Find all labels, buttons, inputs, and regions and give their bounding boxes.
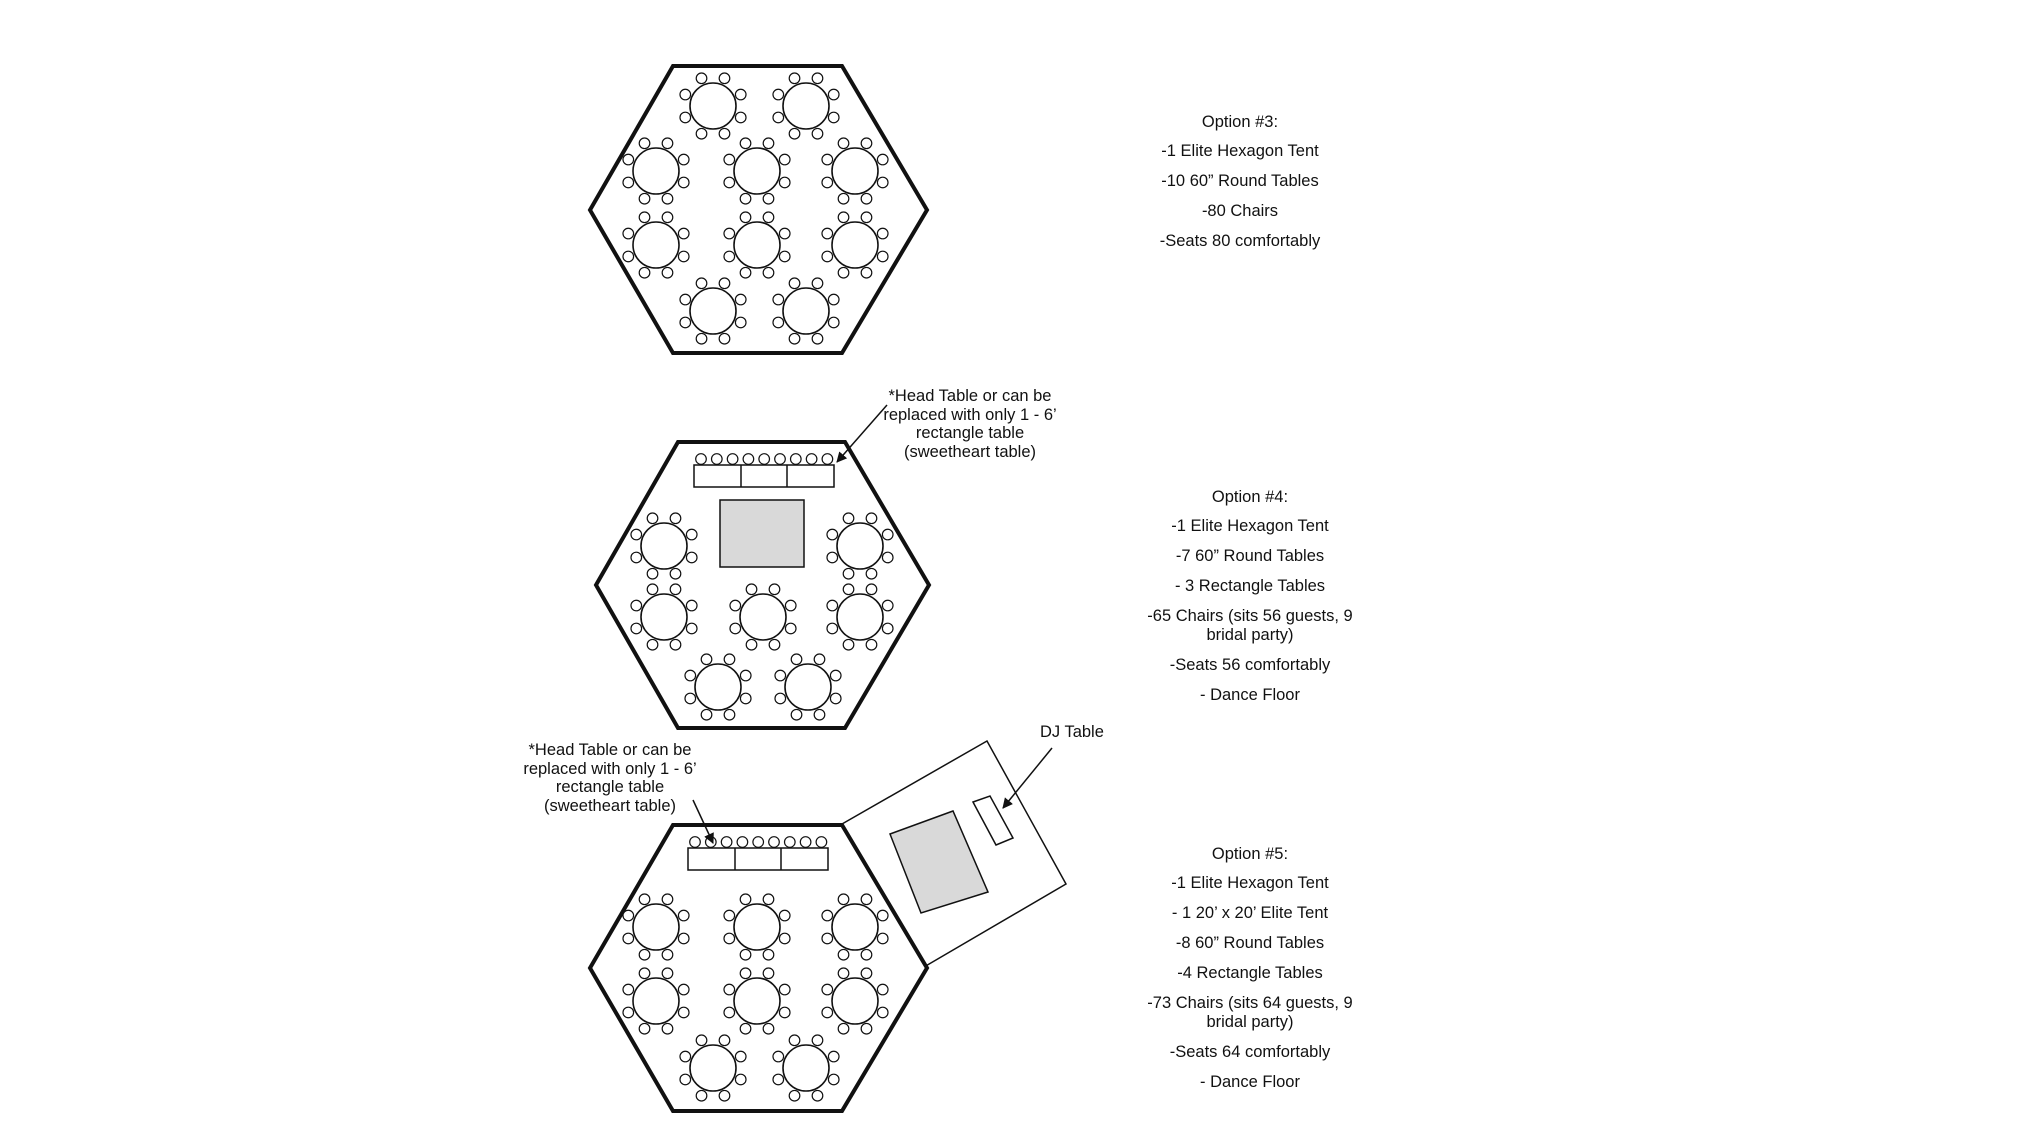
chair — [670, 568, 681, 579]
chair — [812, 73, 823, 84]
option3-description — [1140, 113, 1340, 251]
chair — [822, 177, 833, 188]
chair — [779, 154, 790, 165]
option5-dj-table-label: DJ Table — [1040, 723, 1104, 741]
chair — [830, 693, 841, 704]
chair — [719, 128, 730, 139]
chair — [785, 600, 796, 611]
chair — [861, 894, 872, 905]
chair — [866, 639, 877, 650]
chair — [763, 138, 774, 149]
chair — [724, 984, 735, 995]
round-table — [822, 138, 888, 204]
round-table — [631, 584, 697, 650]
chair — [737, 837, 748, 848]
chair — [773, 89, 784, 100]
chair — [670, 513, 681, 524]
chair — [678, 228, 689, 239]
chair — [647, 584, 658, 595]
chair — [724, 910, 735, 921]
chair — [730, 600, 741, 611]
chair — [822, 251, 833, 262]
chair — [822, 154, 833, 165]
chair — [678, 910, 689, 921]
chair — [712, 454, 723, 465]
option3-hexagon-tent — [590, 66, 927, 353]
option5-item: -73 Chairs (sits 64 guests, 9 bridal party) — [1147, 994, 1353, 1031]
chair — [785, 623, 796, 634]
chair — [746, 584, 757, 595]
round-table — [730, 584, 796, 650]
chair — [763, 1023, 774, 1034]
chair — [740, 670, 751, 681]
chair — [719, 1035, 730, 1046]
chair — [685, 670, 696, 681]
chair — [647, 513, 658, 524]
chair — [686, 552, 697, 563]
chair — [719, 1090, 730, 1101]
chair — [701, 654, 712, 665]
option5-item: - Dance Floor — [1200, 1073, 1300, 1091]
chair — [763, 894, 774, 905]
chair — [773, 1051, 784, 1062]
chair — [740, 212, 751, 223]
option4-item: -Seats 56 comfortably — [1169, 656, 1331, 674]
option5-description — [1130, 845, 1370, 1092]
chair — [814, 654, 825, 665]
chair — [822, 228, 833, 239]
round-table — [623, 138, 689, 204]
chair — [678, 933, 689, 944]
option4-dance-floor — [720, 500, 804, 567]
chair — [828, 112, 839, 123]
chair — [791, 709, 802, 720]
chair — [753, 837, 764, 848]
chair — [763, 193, 774, 204]
chair — [773, 112, 784, 123]
chair — [701, 709, 712, 720]
chair — [724, 1007, 735, 1018]
chair — [647, 568, 658, 579]
chair — [877, 933, 888, 944]
chair — [631, 529, 642, 540]
chair — [743, 454, 754, 465]
option4-item: -1 Elite Hexagon Tent — [1171, 517, 1329, 535]
chair — [775, 454, 786, 465]
chair — [773, 317, 784, 328]
chair — [812, 1035, 823, 1046]
chair — [696, 73, 707, 84]
chair — [812, 128, 823, 139]
chair — [631, 552, 642, 563]
chair — [822, 910, 833, 921]
chair — [773, 1074, 784, 1085]
chair — [721, 837, 732, 848]
chair — [812, 278, 823, 289]
option3-item: -1 Elite Hexagon Tent — [1161, 142, 1319, 160]
option4-item: - Dance Floor — [1200, 686, 1300, 704]
chair — [623, 251, 634, 262]
chair — [662, 193, 673, 204]
chair — [662, 267, 673, 278]
option3-item: -10 60” Round Tables — [1161, 172, 1319, 190]
chair — [838, 1023, 849, 1034]
chair — [789, 333, 800, 344]
chair — [696, 278, 707, 289]
chair — [779, 984, 790, 995]
chair — [779, 228, 790, 239]
chair — [685, 693, 696, 704]
chair — [877, 984, 888, 995]
round-table — [724, 138, 790, 204]
option4-item: -65 Chairs (sits 56 guests, 9 bridal party) — [1147, 607, 1353, 644]
round-table — [822, 212, 888, 278]
chair — [670, 584, 681, 595]
chair — [639, 949, 650, 960]
chair — [735, 1074, 746, 1085]
chair — [779, 910, 790, 921]
chair — [789, 128, 800, 139]
option5-item: - 1 20’ x 20’ Elite Tent — [1171, 904, 1329, 922]
chair — [843, 639, 854, 650]
chair — [631, 600, 642, 611]
round-table — [685, 654, 751, 720]
chair — [680, 1074, 691, 1085]
chair — [735, 112, 746, 123]
chair — [785, 837, 796, 848]
chair — [861, 968, 872, 979]
chair — [838, 212, 849, 223]
chair — [822, 933, 833, 944]
chair — [623, 1007, 634, 1018]
chair — [686, 529, 697, 540]
chair — [877, 154, 888, 165]
chair — [877, 1007, 888, 1018]
option5-item: -4 Rectangle Tables — [1177, 964, 1323, 982]
chair — [866, 568, 877, 579]
option5-item: -1 Elite Hexagon Tent — [1171, 874, 1329, 892]
round-table — [773, 73, 839, 139]
chair — [740, 968, 751, 979]
chair — [866, 513, 877, 524]
chair — [639, 212, 650, 223]
chair — [623, 984, 634, 995]
chair — [822, 454, 833, 465]
chair — [838, 949, 849, 960]
option5-item: -Seats 64 comfortably — [1169, 1043, 1331, 1061]
chair — [773, 294, 784, 305]
chair — [740, 267, 751, 278]
chair — [814, 709, 825, 720]
option3-layout — [590, 66, 927, 353]
chair — [830, 670, 841, 681]
chair — [882, 600, 893, 611]
option5-title: Option #5: — [1211, 845, 1289, 863]
option5-head-table — [688, 837, 828, 870]
option4-description — [1130, 488, 1370, 705]
chair — [843, 568, 854, 579]
chair — [789, 1090, 800, 1101]
chair — [696, 128, 707, 139]
chair — [662, 1023, 673, 1034]
option5-dance-floor — [890, 811, 988, 913]
chair — [680, 112, 691, 123]
chair — [861, 138, 872, 149]
chair — [724, 709, 735, 720]
chair — [769, 639, 780, 650]
chair — [740, 193, 751, 204]
chair — [828, 89, 839, 100]
round-table — [775, 654, 841, 720]
option4-head-table — [694, 454, 834, 487]
chair — [789, 278, 800, 289]
chair — [662, 212, 673, 223]
round-table — [724, 212, 790, 278]
chair — [763, 267, 774, 278]
chair — [769, 837, 780, 848]
chair — [639, 267, 650, 278]
round-table — [680, 278, 746, 344]
chair — [662, 894, 673, 905]
chair — [678, 177, 689, 188]
chair — [680, 294, 691, 305]
chair — [769, 584, 780, 595]
round-table — [623, 212, 689, 278]
chair — [662, 968, 673, 979]
chair — [816, 837, 827, 848]
option4-item: - 3 Rectangle Tables — [1174, 577, 1326, 595]
chair — [680, 89, 691, 100]
chair — [727, 454, 738, 465]
chair — [812, 333, 823, 344]
chair — [812, 1090, 823, 1101]
chair — [877, 177, 888, 188]
chair — [861, 193, 872, 204]
option5-dj-arrow — [1003, 748, 1052, 808]
chair — [882, 529, 893, 540]
chair — [740, 138, 751, 149]
chair — [724, 933, 735, 944]
option4-head-table-note: *Head Table or can be replaced with only 1 - 6’ rectangle table (sweetheart table) — [883, 387, 1057, 461]
chair — [735, 1051, 746, 1062]
chair — [647, 639, 658, 650]
chair — [639, 894, 650, 905]
chair — [828, 317, 839, 328]
round-table — [773, 278, 839, 344]
option5-head-table-note: *Head Table or can be replaced with only 1 - 6’ rectangle table (sweetheart table) — [523, 741, 697, 815]
chair — [763, 212, 774, 223]
chair — [730, 623, 741, 634]
chair — [678, 251, 689, 262]
chair — [779, 177, 790, 188]
round-table — [827, 513, 893, 579]
chair — [861, 267, 872, 278]
chair — [775, 693, 786, 704]
chair — [740, 693, 751, 704]
chair — [827, 600, 838, 611]
option3-item: -80 Chairs — [1201, 202, 1279, 220]
chair — [789, 1035, 800, 1046]
chair — [719, 278, 730, 289]
chair — [662, 138, 673, 149]
chair — [735, 89, 746, 100]
chair — [861, 1023, 872, 1034]
chair — [639, 138, 650, 149]
chair — [838, 968, 849, 979]
chair — [670, 639, 681, 650]
round-table — [827, 584, 893, 650]
chair — [719, 73, 730, 84]
chair — [623, 154, 634, 165]
chair — [838, 894, 849, 905]
chair — [680, 1051, 691, 1062]
chair — [678, 984, 689, 995]
chair — [861, 949, 872, 960]
round-table — [680, 73, 746, 139]
chair — [735, 294, 746, 305]
chair — [686, 600, 697, 611]
chair — [724, 154, 735, 165]
chair — [827, 552, 838, 563]
chair — [724, 251, 735, 262]
chair — [838, 138, 849, 149]
chair — [686, 623, 697, 634]
chair — [877, 910, 888, 921]
option4-item: -7 60” Round Tables — [1175, 547, 1325, 565]
chair — [623, 228, 634, 239]
chair — [696, 454, 707, 465]
chair — [877, 228, 888, 239]
chair — [740, 1023, 751, 1034]
chair — [696, 1090, 707, 1101]
chair — [763, 949, 774, 960]
chair — [779, 251, 790, 262]
chair — [631, 623, 642, 634]
chair — [843, 513, 854, 524]
chair — [882, 552, 893, 563]
chair — [806, 454, 817, 465]
chair — [800, 837, 811, 848]
chair — [696, 333, 707, 344]
chair — [822, 984, 833, 995]
chair — [639, 193, 650, 204]
chair — [779, 1007, 790, 1018]
chair — [696, 1035, 707, 1046]
option5-item: -8 60” Round Tables — [1175, 934, 1325, 952]
round-table — [631, 513, 697, 579]
chair — [775, 670, 786, 681]
chair — [827, 529, 838, 540]
chair — [866, 584, 877, 595]
chair — [828, 1074, 839, 1085]
chair — [877, 251, 888, 262]
chair — [828, 1051, 839, 1062]
chair — [724, 177, 735, 188]
chair — [843, 584, 854, 595]
option3-item: -Seats 80 comfortably — [1159, 232, 1321, 250]
chair — [680, 317, 691, 328]
chair — [882, 623, 893, 634]
chair — [623, 910, 634, 921]
chair — [678, 1007, 689, 1018]
option3-title: Option #3: — [1201, 113, 1279, 131]
chair — [623, 933, 634, 944]
chair — [740, 894, 751, 905]
chair — [746, 639, 757, 650]
chair — [827, 623, 838, 634]
chair — [759, 454, 770, 465]
chair — [639, 1023, 650, 1034]
chair — [791, 654, 802, 665]
chair — [719, 333, 730, 344]
chair — [678, 154, 689, 165]
chair — [724, 228, 735, 239]
chair — [838, 193, 849, 204]
chair — [838, 267, 849, 278]
chair — [724, 654, 735, 665]
chair — [789, 73, 800, 84]
chair — [828, 294, 839, 305]
chair — [623, 177, 634, 188]
chair — [662, 949, 673, 960]
chair — [791, 454, 802, 465]
chair — [779, 933, 790, 944]
chair — [861, 212, 872, 223]
chair — [763, 968, 774, 979]
chair — [690, 837, 701, 848]
chair — [639, 968, 650, 979]
chair — [735, 317, 746, 328]
option4-title: Option #4: — [1211, 488, 1289, 506]
chair — [822, 1007, 833, 1018]
chair — [740, 949, 751, 960]
